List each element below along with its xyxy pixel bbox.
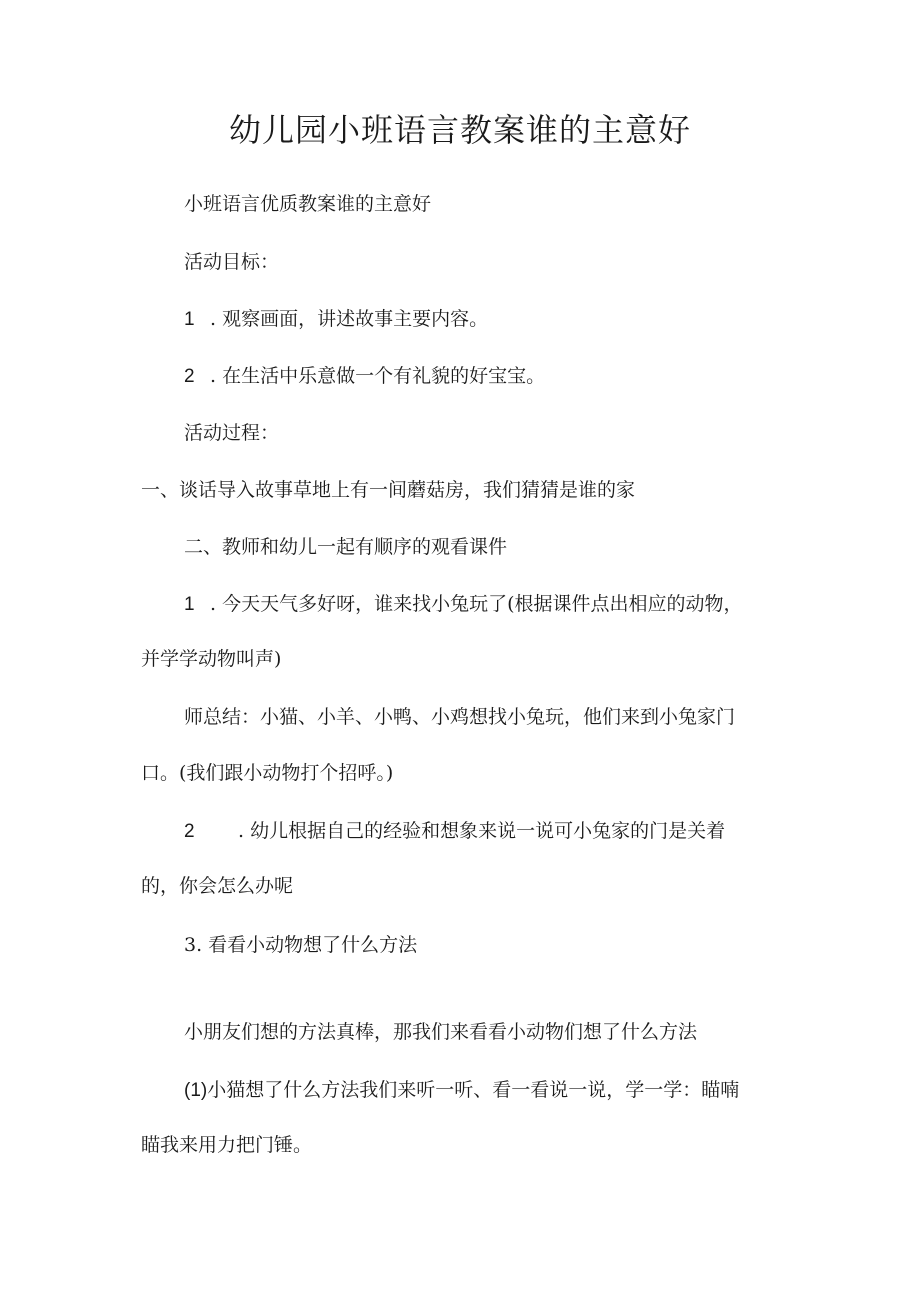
process-heading: 活动过程： <box>184 422 280 444</box>
document-title: 幼儿园小班语言教案谁的主意好 <box>228 111 691 149</box>
item-2-line-1 <box>184 817 725 846</box>
goals-heading: 活动目标： <box>184 251 280 273</box>
step-1-paragraph: 一、谈话导入故事草地上有一间蘑菇房，我们猜猜是谁的家 <box>141 479 636 501</box>
item-2-text: . 幼儿根据自己的经验和想象来说一说可小兔家的门是关着 <box>238 820 726 842</box>
summary-line-2: 口。(我们跟小动物打个招呼。) <box>141 762 394 784</box>
goal-number: 1 <box>184 309 195 330</box>
cat-number: (1) <box>184 1080 208 1101</box>
cat-line-2: 瞄我来用力把门锤。 <box>141 1134 313 1156</box>
item-1-text: . 今天天气多好呀，谁来找小兔玩了(根据课件点出相应的动物， <box>210 593 743 615</box>
goal-text: . 在生活中乐意做一个有礼貌的好宝宝。 <box>210 365 546 387</box>
praise-paragraph: 小朋友们想的方法真棒，那我们来看看小动物们想了什么方法 <box>184 1021 698 1043</box>
step-2-paragraph: 二、教师和幼儿一起有顺序的观看课件 <box>184 536 508 558</box>
goal-item <box>184 305 488 334</box>
cat-line-1 <box>184 1076 739 1105</box>
summary-line-1: 师总结：小猫、小羊、小鸭、小鸡想找小兔玩，他们来到小兔家门 <box>184 706 736 728</box>
item-2-line-2: 的，你会怎么办呢 <box>141 875 294 897</box>
document-subtitle: 小班语言优质教案谁的主意好 <box>184 193 432 215</box>
cat-text: 小猫想了什么方法我们来听一听、看一看说一说，学一学：瞄喃 <box>207 1079 740 1101</box>
item-1-number: 1 <box>184 594 195 615</box>
item-3-paragraph: 3. 看看小动物想了什么方法 <box>184 934 418 956</box>
goal-number: 2 <box>184 366 195 387</box>
item-2-number: 2 <box>184 821 195 842</box>
item-1-line-2: 并学学动物叫声) <box>141 648 282 670</box>
goal-item <box>184 362 545 391</box>
item-1-line-1 <box>184 590 743 619</box>
goal-text: . 观察画面，讲述故事主要内容。 <box>210 308 489 330</box>
